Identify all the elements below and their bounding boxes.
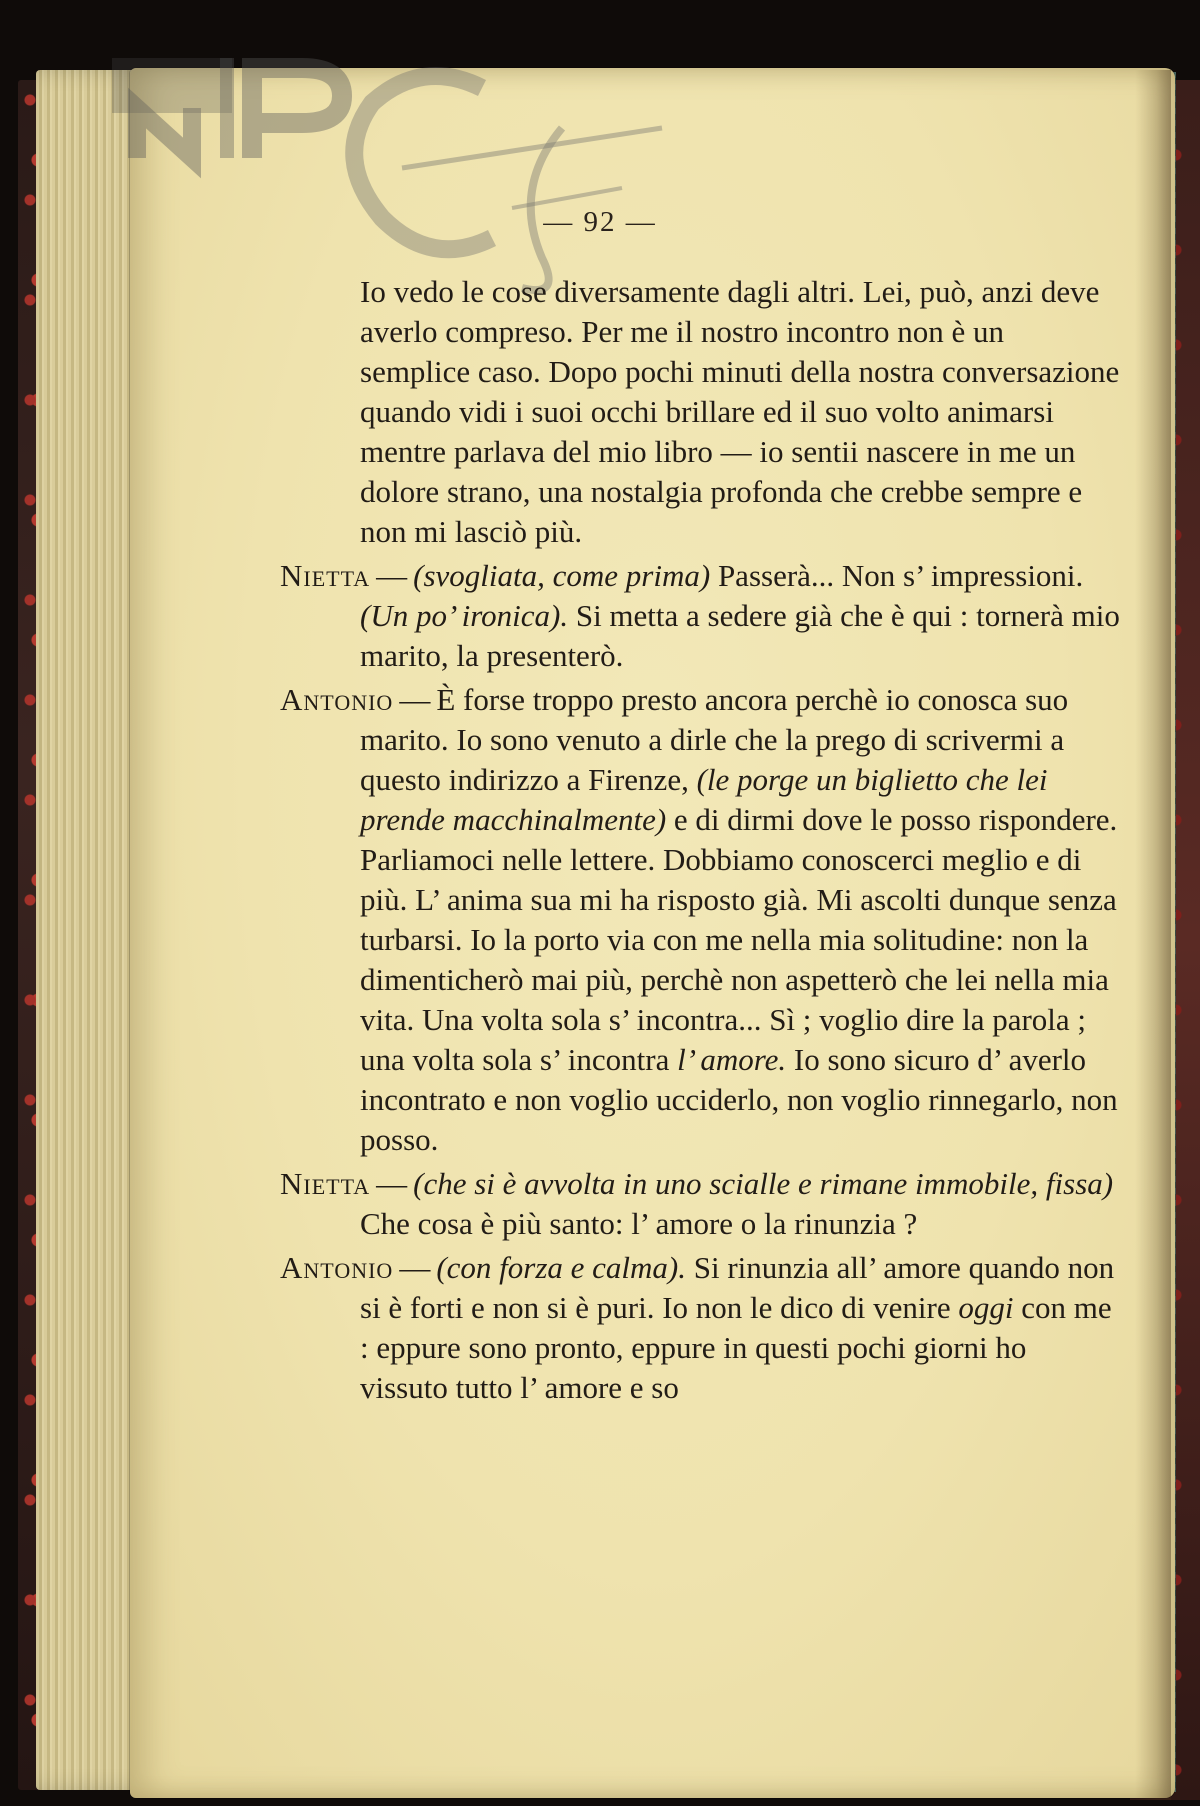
speaker-dash: — [399, 1250, 431, 1285]
stage-direction: (con forza e calma). [436, 1250, 686, 1285]
speaker-dash: — [376, 1166, 408, 1201]
emphasized-text: l’ amore. [677, 1042, 787, 1077]
emphasized-text: oggi [958, 1290, 1014, 1325]
library-watermark-logo [42, 18, 742, 298]
dialogue-text: Che cosa è più santo: l’ amore o la rinunzia ? [360, 1206, 918, 1241]
dialogue-text: È forse troppo presto ancora perchè io conosca suo marito. Io sono venuto a dirle che la prego di scrivermi a questo indirizzo a Firenze, [360, 682, 1069, 797]
speech-antonio-1 [280, 680, 1120, 1160]
dialogue-text: Io sono sicuro d’ averlo incontrato e non voglio ucciderlo, non voglio rinnegarlo, non posso. [360, 1042, 1118, 1157]
page-number: — 92 — [543, 206, 657, 238]
speaker-name: Nietta [280, 1166, 371, 1201]
stage-direction: (Un po’ ironica). [360, 598, 569, 633]
speech-nietta-2 [280, 1164, 1120, 1244]
speaker-dash: — [376, 558, 408, 593]
speaker-name: Nietta [280, 558, 371, 593]
page-gutter-shadow [1135, 70, 1171, 1800]
stage-direction: (le porge un biglietto che lei prende macchinalmente) [360, 762, 1048, 837]
page-text [280, 272, 1120, 1412]
speaker-name: Antonio [280, 682, 394, 717]
dialogue-text: e di dirmi dove le posso rispondere. Parliamoci nelle lettere. Dobbiamo conoscerci meglio e di più. L’ anima sua mi ha risposto già. Mi ascolti dunque senza turbarsi. Io la porto via con me nella mia solitudine: non la dimenticherò mai più, perchè non aspetterò che lei nella mia vita. Una volta sola s’ incontra... Sì ; voglio dire la parola ; una volta sola s’ incontra [360, 802, 1118, 1077]
speech-nietta-1 [280, 556, 1120, 676]
dialogue-text: Si rinunzia all’ amore quando non si è forti e non si è puri. Io non le dico di venire [360, 1250, 1115, 1325]
speaker-name: Antonio [280, 1250, 394, 1285]
opening-paragraph: Io vedo le cose diversamente dagli altri. Lei, può, anzi deve averlo compreso. Per me il nostro incontro non è un semplice caso. Dopo pochi minuti della nostra conversazione quando vidi i suoi occhi brillare ed il suo volto animarsi mentre parlava del mio libro — io sentii nascere in me un dolore strano, una nostalgia profonda che crebbe sempre e non mi lasciò più. [360, 274, 1120, 549]
dialogue-text: Si metta a sedere già che è qui : tornerà mio marito, la presenterò. [360, 598, 1120, 673]
dialogue-text: Passerà... Non s’ impressioni. [710, 558, 1084, 593]
stage-direction: (svogliata, come prima) [413, 558, 711, 593]
dialogue-text: con me : eppure sono pronto, eppure in questi pochi giorni ho vissuto tutto l’ amore e so [360, 1290, 1112, 1405]
stage-direction: (che si è avvolta in uno scialle e rimane immobile, fissa) [413, 1166, 1114, 1201]
speech-antonio-2 [280, 1248, 1120, 1408]
speaker-dash: — [399, 682, 431, 717]
